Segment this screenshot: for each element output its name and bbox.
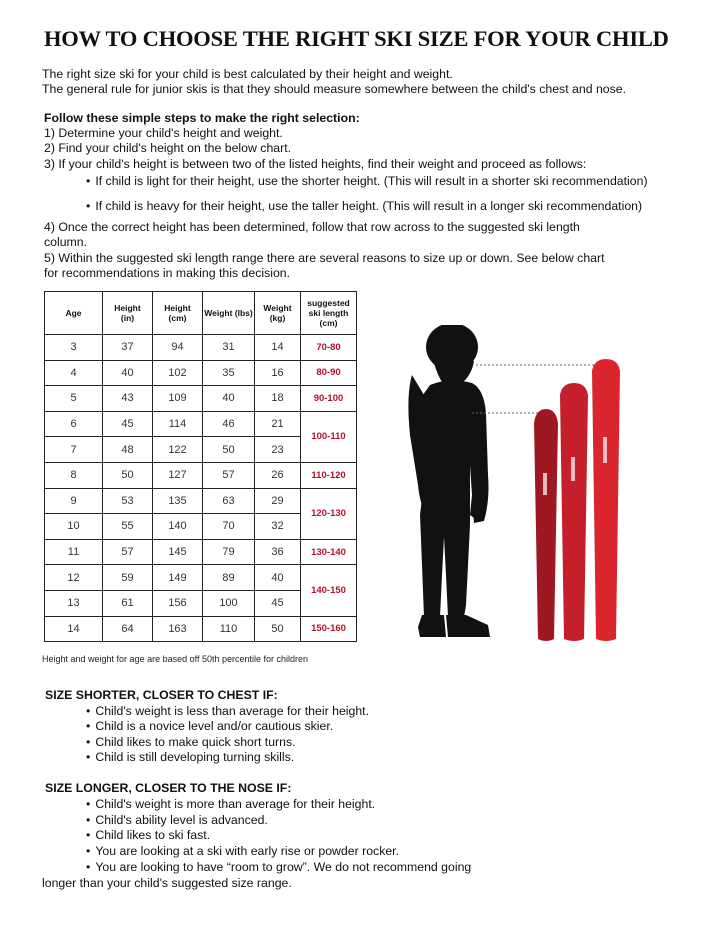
- child-silhouette: [408, 325, 490, 637]
- cell-age: 11: [45, 539, 103, 565]
- table-row: [45, 335, 357, 361]
- cell-age: 12: [45, 565, 103, 591]
- ski-size-chart: [44, 291, 357, 642]
- step-4-line-2: column.: [44, 235, 88, 249]
- cell-weight-kg: 18: [255, 386, 301, 412]
- cell-height-in: 37: [103, 335, 153, 361]
- cell-weight-kg: 26: [255, 462, 301, 488]
- cell-weight-lbs: 40: [203, 386, 255, 412]
- cell-weight-kg: 16: [255, 360, 301, 386]
- list-item: • Child is a novice level and/or cautious skier.: [86, 719, 333, 735]
- intro-line-2: The general rule for junior skis is that they should measure somewhere between the child's chest and nose.: [42, 82, 627, 96]
- cell-weight-kg: 50: [255, 616, 301, 642]
- cell-weight-lbs: 35: [203, 360, 255, 386]
- cell-height-in: 57: [103, 539, 153, 565]
- cell-age: 3: [45, 335, 103, 361]
- ski-mid: [560, 383, 588, 641]
- cell-weight-lbs: 110: [203, 616, 255, 642]
- header-weight-lbs: Weight (lbs): [203, 292, 255, 335]
- list-item: • You are looking at a ski with early rise or powder rocker.: [86, 844, 399, 860]
- ski-long: [592, 359, 620, 641]
- steps-heading: Follow these simple steps to make the right selection:: [44, 111, 360, 125]
- cell-weight-lbs: 70: [203, 514, 255, 540]
- cell-weight-kg: 29: [255, 488, 301, 514]
- cell-height-cm: 102: [153, 360, 203, 386]
- table-row: [45, 616, 357, 642]
- step-2: 2) Find your child's height on the below chart.: [44, 141, 292, 155]
- bullet-text: If child is heavy for their height, use the taller height. (This will result in a longer ski recommendation): [95, 199, 643, 213]
- cell-height-cm: 135: [153, 488, 203, 514]
- cell-age: 10: [45, 514, 103, 540]
- cell-height-in: 64: [103, 616, 153, 642]
- size-shorter-heading: SIZE SHORTER, CLOSER TO CHEST IF:: [45, 688, 278, 702]
- step-1: 1) Determine your child's height and weight.: [44, 126, 283, 140]
- header-ski-length: suggested ski length (cm): [301, 292, 357, 335]
- header-age: Age: [45, 292, 103, 335]
- page-title: HOW TO CHOOSE THE RIGHT SKI SIZE FOR YOUR CHILD: [44, 26, 669, 51]
- cell-ski-length: 110-120: [301, 462, 357, 488]
- cell-ski-length: 120-130: [301, 488, 357, 539]
- step-3: 3) If your child's height is between two of the listed heights, find their weight and proceed as follows:: [44, 157, 587, 171]
- cell-weight-lbs: 63: [203, 488, 255, 514]
- list-item: • Child's ability level is advanced.: [86, 813, 268, 829]
- step-5-line-1: 5) Within the suggested ski length range there are several reasons to size up or down. See below chart: [44, 251, 605, 265]
- cell-height-in: 61: [103, 590, 153, 616]
- bullet-text: If child is light for their height, use the shorter height. (This will result in a shorter ski recommendation): [95, 174, 648, 188]
- cell-height-in: 55: [103, 514, 153, 540]
- cell-weight-lbs: 31: [203, 335, 255, 361]
- cell-height-in: 40: [103, 360, 153, 386]
- header-height-in: Height (in): [103, 292, 153, 335]
- cell-weight-lbs: 89: [203, 565, 255, 591]
- cell-height-cm: 163: [153, 616, 203, 642]
- cell-age: 9: [45, 488, 103, 514]
- cell-height-in: 43: [103, 386, 153, 412]
- cell-ski-length: 100-110: [301, 411, 357, 462]
- cell-age: 8: [45, 462, 103, 488]
- step-5-line-2: for recommendations in making this decision.: [44, 266, 291, 280]
- list-item-continuation: longer than your child's suggested size range.: [42, 876, 292, 890]
- step-3-bullet-light: [86, 174, 648, 190]
- cell-height-cm: 114: [153, 411, 203, 437]
- cell-weight-lbs: 57: [203, 462, 255, 488]
- size-longer-heading: SIZE LONGER, CLOSER TO THE NOSE IF:: [45, 781, 292, 795]
- list-item: • You are looking to have “room to grow”. We do not recommend going: [86, 860, 471, 876]
- cell-weight-lbs: 79: [203, 539, 255, 565]
- cell-age: 14: [45, 616, 103, 642]
- cell-weight-kg: 45: [255, 590, 301, 616]
- cell-height-in: 45: [103, 411, 153, 437]
- list-item: • Child is still developing turning skills.: [86, 750, 294, 766]
- table-header-row: [45, 292, 357, 335]
- table-row: [45, 386, 357, 412]
- cell-height-cm: 109: [153, 386, 203, 412]
- child-ski-illustration: [400, 325, 630, 645]
- cell-height-cm: 122: [153, 437, 203, 463]
- cell-weight-lbs: 46: [203, 411, 255, 437]
- cell-weight-kg: 21: [255, 411, 301, 437]
- cell-height-cm: 149: [153, 565, 203, 591]
- table-row: [45, 539, 357, 565]
- header-height-cm: Height (cm): [153, 292, 203, 335]
- cell-weight-kg: 23: [255, 437, 301, 463]
- table-row: [45, 565, 357, 591]
- percentile-note: Height and weight for age are based off 50th percentile for children: [42, 654, 309, 664]
- cell-weight-lbs: 100: [203, 590, 255, 616]
- cell-weight-kg: 36: [255, 539, 301, 565]
- table-row: [45, 488, 357, 514]
- table-row: [45, 360, 357, 386]
- ski-short: [534, 409, 558, 641]
- cell-age: 5: [45, 386, 103, 412]
- cell-age: 7: [45, 437, 103, 463]
- intro-line-1: The right size ski for your child is best calculated by their height and weight.: [42, 67, 453, 81]
- cell-height-cm: 140: [153, 514, 203, 540]
- cell-height-in: 50: [103, 462, 153, 488]
- cell-weight-kg: 40: [255, 565, 301, 591]
- cell-height-cm: 127: [153, 462, 203, 488]
- table-row: [45, 462, 357, 488]
- step-4-line-1: 4) Once the correct height has been determined, follow that row across to the suggested ski length: [44, 220, 580, 234]
- cell-ski-length: 130-140: [301, 539, 357, 565]
- cell-weight-kg: 14: [255, 335, 301, 361]
- cell-height-cm: 145: [153, 539, 203, 565]
- cell-weight-kg: 32: [255, 514, 301, 540]
- cell-ski-length: 90-100: [301, 386, 357, 412]
- cell-ski-length: 70-80: [301, 335, 357, 361]
- list-item: • Child likes to make quick short turns.: [86, 735, 296, 751]
- cell-weight-lbs: 50: [203, 437, 255, 463]
- cell-age: 6: [45, 411, 103, 437]
- header-weight-kg: Weight (kg): [255, 292, 301, 335]
- list-item: • Child's weight is more than average for their height.: [86, 797, 375, 813]
- list-item: • Child likes to ski fast.: [86, 828, 210, 844]
- cell-height-in: 53: [103, 488, 153, 514]
- cell-height-cm: 156: [153, 590, 203, 616]
- cell-height-cm: 94: [153, 335, 203, 361]
- table-row: [45, 411, 357, 437]
- cell-ski-length: 80-90: [301, 360, 357, 386]
- cell-age: 13: [45, 590, 103, 616]
- cell-ski-length: 150-160: [301, 616, 357, 642]
- cell-age: 4: [45, 360, 103, 386]
- list-item: • Child's weight is less than average for their height.: [86, 704, 369, 720]
- cell-ski-length: 140-150: [301, 565, 357, 616]
- step-3-bullet-heavy: [86, 199, 642, 215]
- cell-height-in: 59: [103, 565, 153, 591]
- cell-height-in: 48: [103, 437, 153, 463]
